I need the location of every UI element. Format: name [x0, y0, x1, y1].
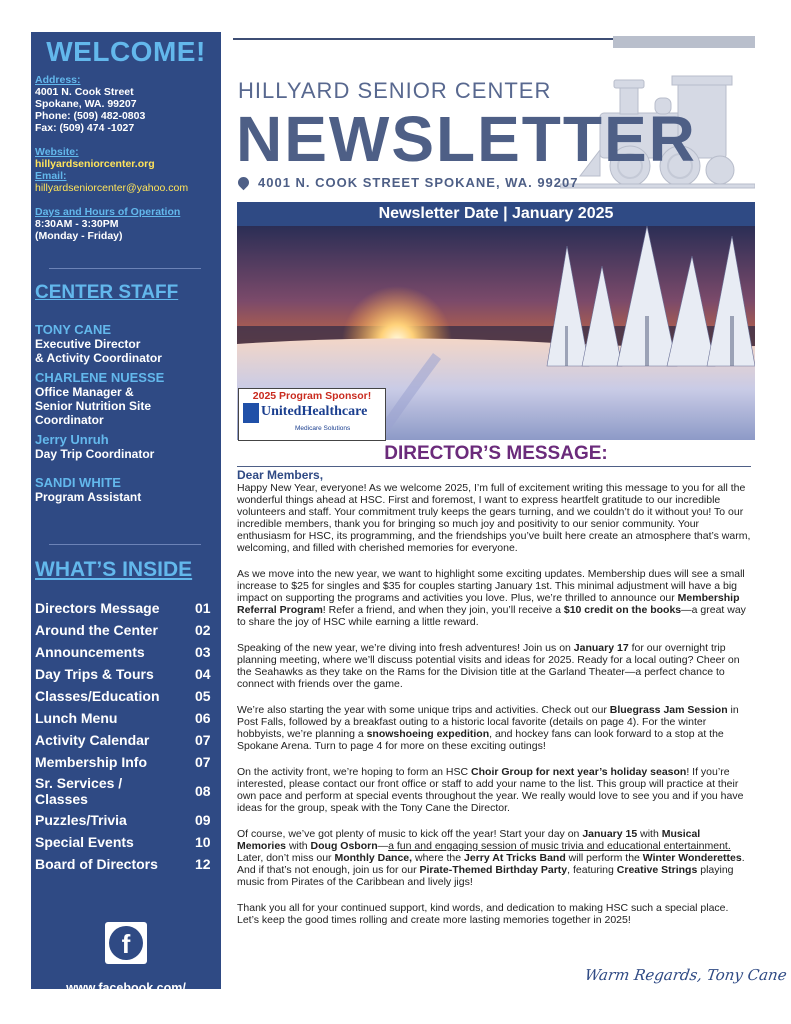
- toc-page: 07: [195, 754, 211, 770]
- staff-name: SANDI WHITE: [35, 475, 121, 490]
- newsletter-date: Newsletter Date | January 2025: [237, 202, 755, 226]
- toc-item[interactable]: [35, 751, 219, 773]
- header-address: [238, 175, 578, 190]
- toc-page: 03: [195, 644, 211, 660]
- fax-line: Fax: (509) 474 -1027: [35, 122, 135, 134]
- staff-role-line: Program Assistant: [35, 490, 142, 504]
- toc-item[interactable]: [35, 597, 219, 619]
- sponsor-tagline: Medicare Solutions: [295, 425, 351, 432]
- table-of-contents: [35, 597, 219, 875]
- email-label[interactable]: Email:: [35, 170, 67, 182]
- email-value[interactable]: hillyardseniorcenter@yahoo.com: [35, 182, 189, 194]
- facebook-url-line: www.facebook.com/: [66, 981, 186, 995]
- toc-item[interactable]: [35, 853, 219, 875]
- toc-item[interactable]: [35, 773, 219, 809]
- toc-label: Classes/Education: [35, 688, 160, 704]
- toc-item[interactable]: [35, 831, 219, 853]
- staff-list: [35, 322, 164, 509]
- toc-item[interactable]: [35, 729, 219, 751]
- toc-page: 04: [195, 666, 211, 682]
- facebook-icon[interactable]: f: [105, 922, 147, 964]
- toc-label: Directors Message: [35, 600, 160, 616]
- staff-role: [35, 337, 164, 365]
- toc-label: Membership Info: [35, 754, 148, 770]
- toc-label: Special Events: [35, 834, 134, 850]
- toc-label: Board of Directors: [35, 856, 158, 872]
- toc-item[interactable]: [35, 619, 219, 641]
- website-label[interactable]: Website:: [35, 146, 79, 158]
- staff-role: [35, 490, 164, 504]
- staff-heading: CENTER STAFF: [35, 282, 179, 303]
- staff-name: CHARLENE NUESSE: [35, 370, 165, 385]
- toc-page: 01: [195, 600, 211, 616]
- staff-role-line: Executive Director: [35, 337, 141, 351]
- greeting: Dear Members,: [237, 468, 324, 482]
- toc-label: Day Trips & Tours: [35, 666, 154, 682]
- divider: [49, 268, 201, 269]
- divider: [49, 544, 201, 545]
- staff-role-line: Office Manager &: [35, 385, 134, 399]
- unitedhealthcare-logo-icon: [243, 403, 259, 423]
- website-value[interactable]: hillyardseniorcenter.org: [35, 158, 155, 170]
- staff-role-line: Senior Nutrition Site: [35, 399, 152, 413]
- address-line: Spokane, WA. 99207: [35, 98, 137, 110]
- staff-name: TONY CANE: [35, 322, 112, 337]
- signature: Warm Regards, Tony Cane: [583, 966, 788, 984]
- location-pin-icon: [236, 175, 252, 191]
- sidebar: [31, 32, 221, 1011]
- directors-message-heading: DIRECTOR’S MESSAGE:: [384, 443, 608, 464]
- toc-label: Activity Calendar: [35, 732, 150, 748]
- hours-line: (Monday - Friday): [35, 230, 123, 242]
- toc-item[interactable]: [35, 707, 219, 729]
- toc-label: Announcements: [35, 644, 145, 660]
- address-line: 4001 N. Cook Street: [35, 86, 134, 98]
- staff-role: [35, 447, 164, 461]
- divider: [237, 466, 751, 467]
- sponsor-label: 2025 Program Sponsor!: [252, 390, 372, 402]
- header-address-text: 4001 N. COOK STREET SPOKANE, WA. 99207: [258, 175, 579, 190]
- toc-page: 09: [195, 812, 211, 828]
- header-accent-bar: [613, 36, 755, 48]
- hours-line: 8:30AM - 3:30PM: [35, 218, 119, 230]
- contact-block: [35, 74, 188, 242]
- paragraph: We’re also starting the year with some unique trips and activities. Check out our Bluegrass Jam Session in Post Falls, followed by a breakfast outing to a historic local favorite (details on page 4). For the winter hobbyists, we’re planning a snowshoeing expedition, and hockey fans can look forward to a stop at the Spokane Arena. Turn to page 4 for more on these exciting outings!: [237, 704, 739, 752]
- sponsor-company: UnitedHealthcare: [261, 404, 368, 419]
- staff-role-line: & Activity Coordinator: [35, 351, 162, 365]
- paragraph: As we move into the new year, we want to highlight some exciting updates. Membership dues will see a small increase to $25 for singles and $35 for couples starting January 1st. This minimal adjustment will have a big impact on supporting the programs and activities you love. Plus, we’re thrilled to announce our Membership Referral Program! Refer a friend, and when they join, you’ll receive a $10 credit on the books—a great way to share the joy of HSC while earning a little reward.: [237, 568, 746, 628]
- paragraph: Speaking of the new year, we’re diving into fresh adventures! Join us on January 17 for our overnight trip planning meeting, where we’ll discuss potential visits and ideas for 2025. Ready for a local outing? Cheer on the Seahawks as they take on the Rams for the Division title at the Garland Theater—a perfect chance to connect with friends over the game.: [237, 642, 740, 690]
- newsletter-title: NEWSLETTER: [236, 103, 697, 175]
- paragraph: Thank you all for your continued support, kind words, and dedication to making HSC such a special place. Let’s keep the good times rolling and create more lasting memories together in 2025!: [237, 902, 729, 926]
- address-label[interactable]: Address:: [35, 74, 81, 86]
- toc-label: Sr. Services / Classes: [35, 775, 123, 807]
- staff-name: Jerry Unruh: [35, 432, 109, 447]
- staff-role-line: Coordinator: [35, 413, 104, 427]
- toc-page: 02: [195, 622, 211, 638]
- facebook-url-line: HillyardSeniorCenter: [63, 997, 189, 1011]
- sponsor-badge: [238, 388, 386, 441]
- welcome-heading: WELCOME!: [46, 36, 206, 67]
- toc-label: Lunch Menu: [35, 710, 118, 726]
- hours-label[interactable]: Days and Hours of Operation: [35, 206, 181, 218]
- paragraph: On the activity front, we’re hoping to form an HSC Choir Group for next year’s holiday season! If you’re interested, please contact our front office or staff to add your name to the list. This group will practice at their own pace and perform at special events throughout the year. We really would love to see you and if you have ideas for the group, speak with the Tony Cane the Director.: [237, 766, 744, 814]
- toc-label: Puzzles/Trivia: [35, 812, 127, 828]
- staff-role: [35, 385, 164, 427]
- toc-page: 08: [195, 783, 211, 799]
- facebook-url[interactable]: [31, 980, 221, 1012]
- staff-role-line: Day Trip Coordinator: [35, 447, 155, 461]
- toc-label: Around the Center: [35, 622, 158, 638]
- phone-line: Phone: (509) 482-0803: [35, 110, 146, 122]
- toc-page: 05: [195, 688, 211, 704]
- paragraph: Of course, we’ve got plenty of music to kick off the year! Start your day on January 15 with Musical Memories with Doug Osborn—a fun and engaging session of music trivia and educational entertainment. Later, don’t miss our Monthly Dance, where the Jerry At Tricks Band will perform the Winter Wonderettes. And if that’s not enough, join us for our Pirate-Themed Birthday Party, featuring Creative Strings playing music from Pirates of the Caribbean and lively jigs!: [237, 828, 745, 888]
- whats-inside-heading: WHAT’S INSIDE: [35, 558, 193, 581]
- paragraph: Happy New Year, everyone! As we welcome 2025, I’m full of excitement writing this message to you for all the wonderful things ahead at HSC. First and foremost, I want to express heartfelt gratitude to our incredible volunteers and staff. Your commitment truly keeps the gears turning, and we couldn’t do it without you! To our incredible members, thank you for bringing so much joy and positivity to our senior community. Your enthusiasm for HSC, its programming, and the friendships you’ve built here create an atmosphere that’s warm, welcoming, and filled with cherished memories for everyone.: [237, 482, 751, 554]
- toc-page: 10: [195, 834, 211, 850]
- toc-page: 06: [195, 710, 211, 726]
- directors-message-body: [237, 469, 751, 940]
- toc-item[interactable]: [35, 663, 219, 685]
- toc-item[interactable]: [35, 685, 219, 707]
- toc-page: 07: [195, 732, 211, 748]
- toc-item[interactable]: [35, 641, 219, 663]
- toc-page: 12: [195, 856, 211, 872]
- newsletter-subtitle: HILLYARD SENIOR CENTER: [238, 78, 552, 103]
- toc-item[interactable]: [35, 809, 219, 831]
